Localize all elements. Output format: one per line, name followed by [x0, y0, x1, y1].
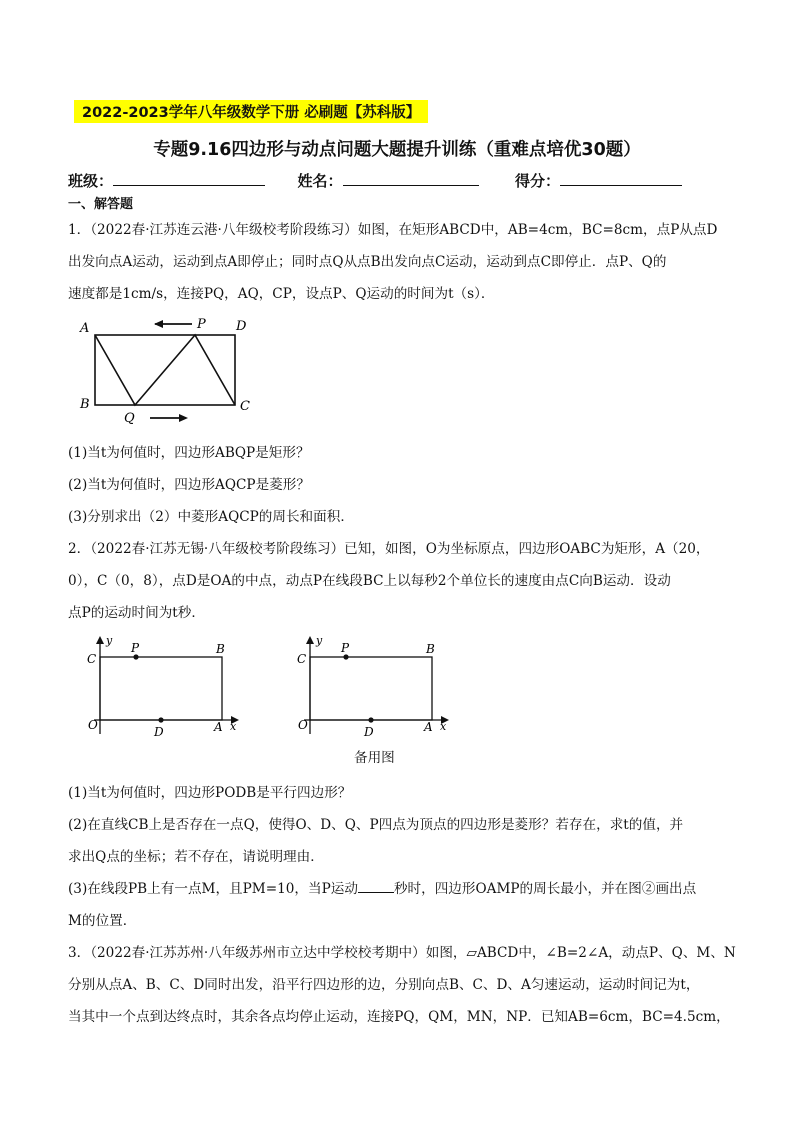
class-label: 班级： — [68, 172, 114, 190]
label-p: P — [131, 641, 140, 655]
label-a: A — [80, 321, 90, 336]
q2-figure-caption: 备用图 — [354, 750, 395, 766]
label-o: O — [298, 718, 308, 732]
label-o: O — [88, 718, 98, 732]
q2-s3-answer-blank[interactable] — [358, 880, 394, 893]
page-title: 专题9.16四边形与动点问题大题提升训练（重难点培优30题） — [153, 140, 641, 160]
name-label: 姓名： — [297, 172, 343, 190]
label-b: B — [216, 642, 225, 656]
q2-coordinate-figure-2 — [294, 630, 454, 740]
q2-subquestion-2-line-2: 求出Q点的坐标；若不存在，请说明理由． — [68, 849, 324, 865]
label-b: B — [426, 642, 435, 656]
label-a: A — [424, 720, 433, 734]
q1-subquestion-2: (2)当t为何值时，四边形AQCP是菱形？ — [68, 477, 310, 493]
q2-text-line-2: 0），C（0，8），点D是OA的中点，动点P在线段BC上以每秒2个单位长的速度由点C向B运动．设动 — [68, 573, 671, 589]
label-c: C — [87, 652, 97, 666]
q1-subquestion-1: (1)当t为何值时，四边形ABQP是矩形？ — [68, 445, 310, 461]
student-info-row — [68, 170, 682, 191]
q2-subquestion-1: (1)当t为何值时，四边形PODB是平行四边形？ — [68, 785, 352, 801]
q2-coordinate-figure-1 — [84, 630, 244, 740]
q3-text-line-3: 当其中一个点到达终点时，其余各点均停止运动，连接PQ，QM，MN，NP．已知AB=6cm，BC=4.5cm， — [68, 1009, 730, 1025]
label-d: D — [236, 319, 247, 334]
q2-text-line-1: 2．（2022春·江苏无锡·八年级校考阶段练习）已知，如图，O为坐标原点，四边形OABC为矩形，A（20， — [68, 541, 710, 557]
series-tag: 2022-2023学年八年级数学下册 必刷题【苏科版】 — [74, 100, 428, 123]
q1-text-line-2: 出发向点A运动，运动到点A即停止；同时点Q从点B出发向点C运动，运动到点C即停止．点P、Q的 — [68, 254, 667, 270]
name-blank[interactable] — [343, 171, 479, 186]
q2-text-line-3: 点P的运动时间为t秒． — [68, 605, 205, 621]
label-c: C — [297, 652, 307, 666]
label-x: x — [440, 720, 447, 733]
q2-subquestion-2-line-1: (2)在直线CB上是否存在一点Q，使得O、D、Q、P四点为顶点的四边形是菱形？若存在，求t的值，并 — [68, 817, 684, 833]
label-x: x — [230, 720, 237, 733]
label-p: P — [341, 641, 350, 655]
q2-subquestion-3-line-1 — [68, 877, 696, 897]
score-blank[interactable] — [560, 171, 682, 186]
q1-text-line-3: 速度都是1cm/s，连接PQ，AQ，CP，设点P、Q运动的时间为t（s）． — [68, 286, 495, 302]
q2-subquestion-3-line-2: M的位置． — [68, 913, 137, 929]
q3-text-line-2: 分别从点A、B、C、D同时出发，沿平行四边形的边，分别向点B、C、D、A匀速运动，运动时间记为t， — [68, 977, 700, 993]
label-y: y — [106, 634, 113, 647]
label-c: C — [240, 399, 250, 414]
section-heading: 一、解答题 — [68, 197, 134, 212]
label-q: Q — [124, 411, 135, 426]
score-label: 得分： — [514, 172, 560, 190]
label-p: P — [197, 317, 206, 332]
q1-text-line-1: 1．（2022春·江苏连云港·八年级校考阶段练习）如图，在矩形ABCD中，AB=4cm，BC=8cm，点P从点D — [68, 222, 718, 238]
label-y: y — [316, 634, 323, 647]
label-b: B — [80, 397, 90, 412]
q1-subquestion-3: (3)分别求出（2）中菱形AQCP的周长和面积． — [68, 509, 354, 525]
q2-s3-text-after: 秒时，四边形OAMP的周长最小，并在图②画出点 — [393, 881, 697, 897]
label-d: D — [364, 725, 374, 739]
q3-text-line-1: 3．（2022春·江苏苏州·八年级苏州市立达中学校校考期中）如图，▱ABCD中，∠B=2∠A，动点P、Q、M、N — [68, 945, 736, 961]
class-blank[interactable] — [113, 171, 265, 186]
label-d: D — [154, 725, 164, 739]
q2-s3-text-before: (3)在线段PB上有一点M，且PM=10，当P运动 — [68, 881, 358, 897]
q1-rectangle-figure — [70, 310, 270, 430]
label-a: A — [214, 720, 223, 734]
